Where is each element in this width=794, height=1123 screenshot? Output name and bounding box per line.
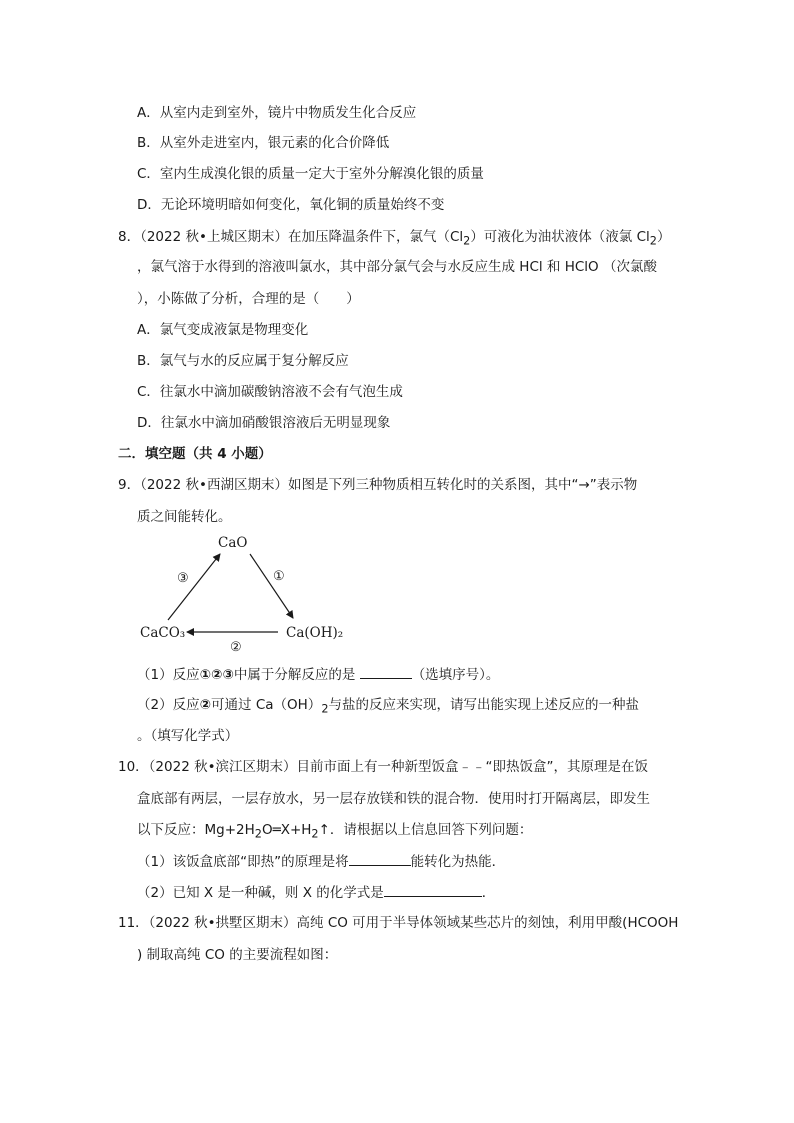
q9-sub1: （1）反应①②③中属于分解反应的是 （选填序号）。 [137, 664, 499, 685]
q8-stem-line1: 8．（2022 秋•上城区期末）在加压降温条件下，氯气$(Cl_2)$可液化为油状液体（液氯 $Cl_2$） [118, 229, 671, 248]
arrow-1 [250, 554, 293, 618]
q8-stem-line3: ），小陈做了分析，合理的是（ ） [137, 291, 360, 307]
label-2: ② [230, 640, 242, 655]
node-cao: CaO [218, 535, 248, 551]
node-caco3: CaCO₃ [140, 625, 186, 641]
q8-stem-line2: ，氯气溶于水得到的溶液叫氯水，其中部分氯气会与水反应生成 HCl 和 HClO （次氯酸 [137, 259, 657, 275]
q10-sub2: （2）已知 X 是一种碱，则 X 的化学式是 ． [137, 882, 495, 903]
q10-stem-line1: 10．（2022 秋•滨江区期末）目前市面上有一种新型饭盒﹣﹣“即热饭盒”，其原理是在饭 [118, 759, 649, 775]
q9-sub2-line2: 。（填写化学式） [137, 728, 239, 744]
q7-option-a: A．从室内走到室外，镜片中物质发生化合反应 [137, 105, 417, 121]
q11-stem-line1: 11．（2022 秋•拱墅区期末）高纯 CO 可用于半导体领域某些芯片的刻蚀，利用甲酸(HCOOH [118, 915, 679, 931]
q7-option-b: B．从室外走进室内，银元素的化合价降低 [137, 135, 390, 151]
q7-option-d: D．无论环境明暗如何变化，氧化铜的质量始终不变 [137, 197, 445, 213]
q9-stem-line2: 质之间能转化。 [137, 509, 232, 525]
q9-conversion-diagram [130, 530, 360, 655]
q9-sub2: （2）反应②可通过 $Ca(OH)_2$与盐的反应来实现，请写出能实现上述反应的一种盐 [137, 697, 639, 716]
q10-sub1: （1）该饭盒底部“即热”的原理是将 能转化为热能． [137, 851, 505, 872]
q8-option-c: C．往氯水中滴加碳酸钠溶液不会有气泡生成 [137, 384, 403, 400]
q9-blank-1[interactable] [360, 664, 412, 679]
q8-option-a: A．氯气变成液氯是物理变化 [137, 322, 309, 338]
arrow-3 [168, 554, 220, 620]
q11-stem-line2: ) 制取高纯 CO 的主要流程如图： [137, 947, 338, 963]
node-caoh2: Ca(OH)₂ [286, 625, 344, 641]
section-heading-fill-in: 二．填空题（共 4 小题） [118, 446, 272, 462]
q10-stem-line3: 以下反应：$Mg+2H_2O═X+H_2↑$．请根据以上信息回答下列问题： [137, 822, 533, 841]
q7-option-c: C．室内生成溴化银的质量一定大于室外分解溴化银的质量 [137, 166, 484, 182]
q8-option-d: D．往氯水中滴加硝酸银溶液后无明显现象 [137, 415, 391, 431]
q8-option-b: B．氯气与水的反应属于复分解反应 [137, 353, 349, 369]
label-1: ① [273, 569, 285, 584]
q10-blank-1[interactable] [349, 851, 411, 866]
q10-stem-line2: 盒底部有两层，一层存放水，另一层存放镁和铁的混合物．使用时打开隔离层，即发生 [137, 791, 650, 807]
q10-blank-2[interactable] [384, 882, 482, 897]
label-3: ③ [177, 571, 189, 586]
q9-stem-line1: 9．（2022 秋•西湖区期末）如图是下列三种物质相互转化时的关系图，其中“→”表示物 [118, 477, 638, 493]
